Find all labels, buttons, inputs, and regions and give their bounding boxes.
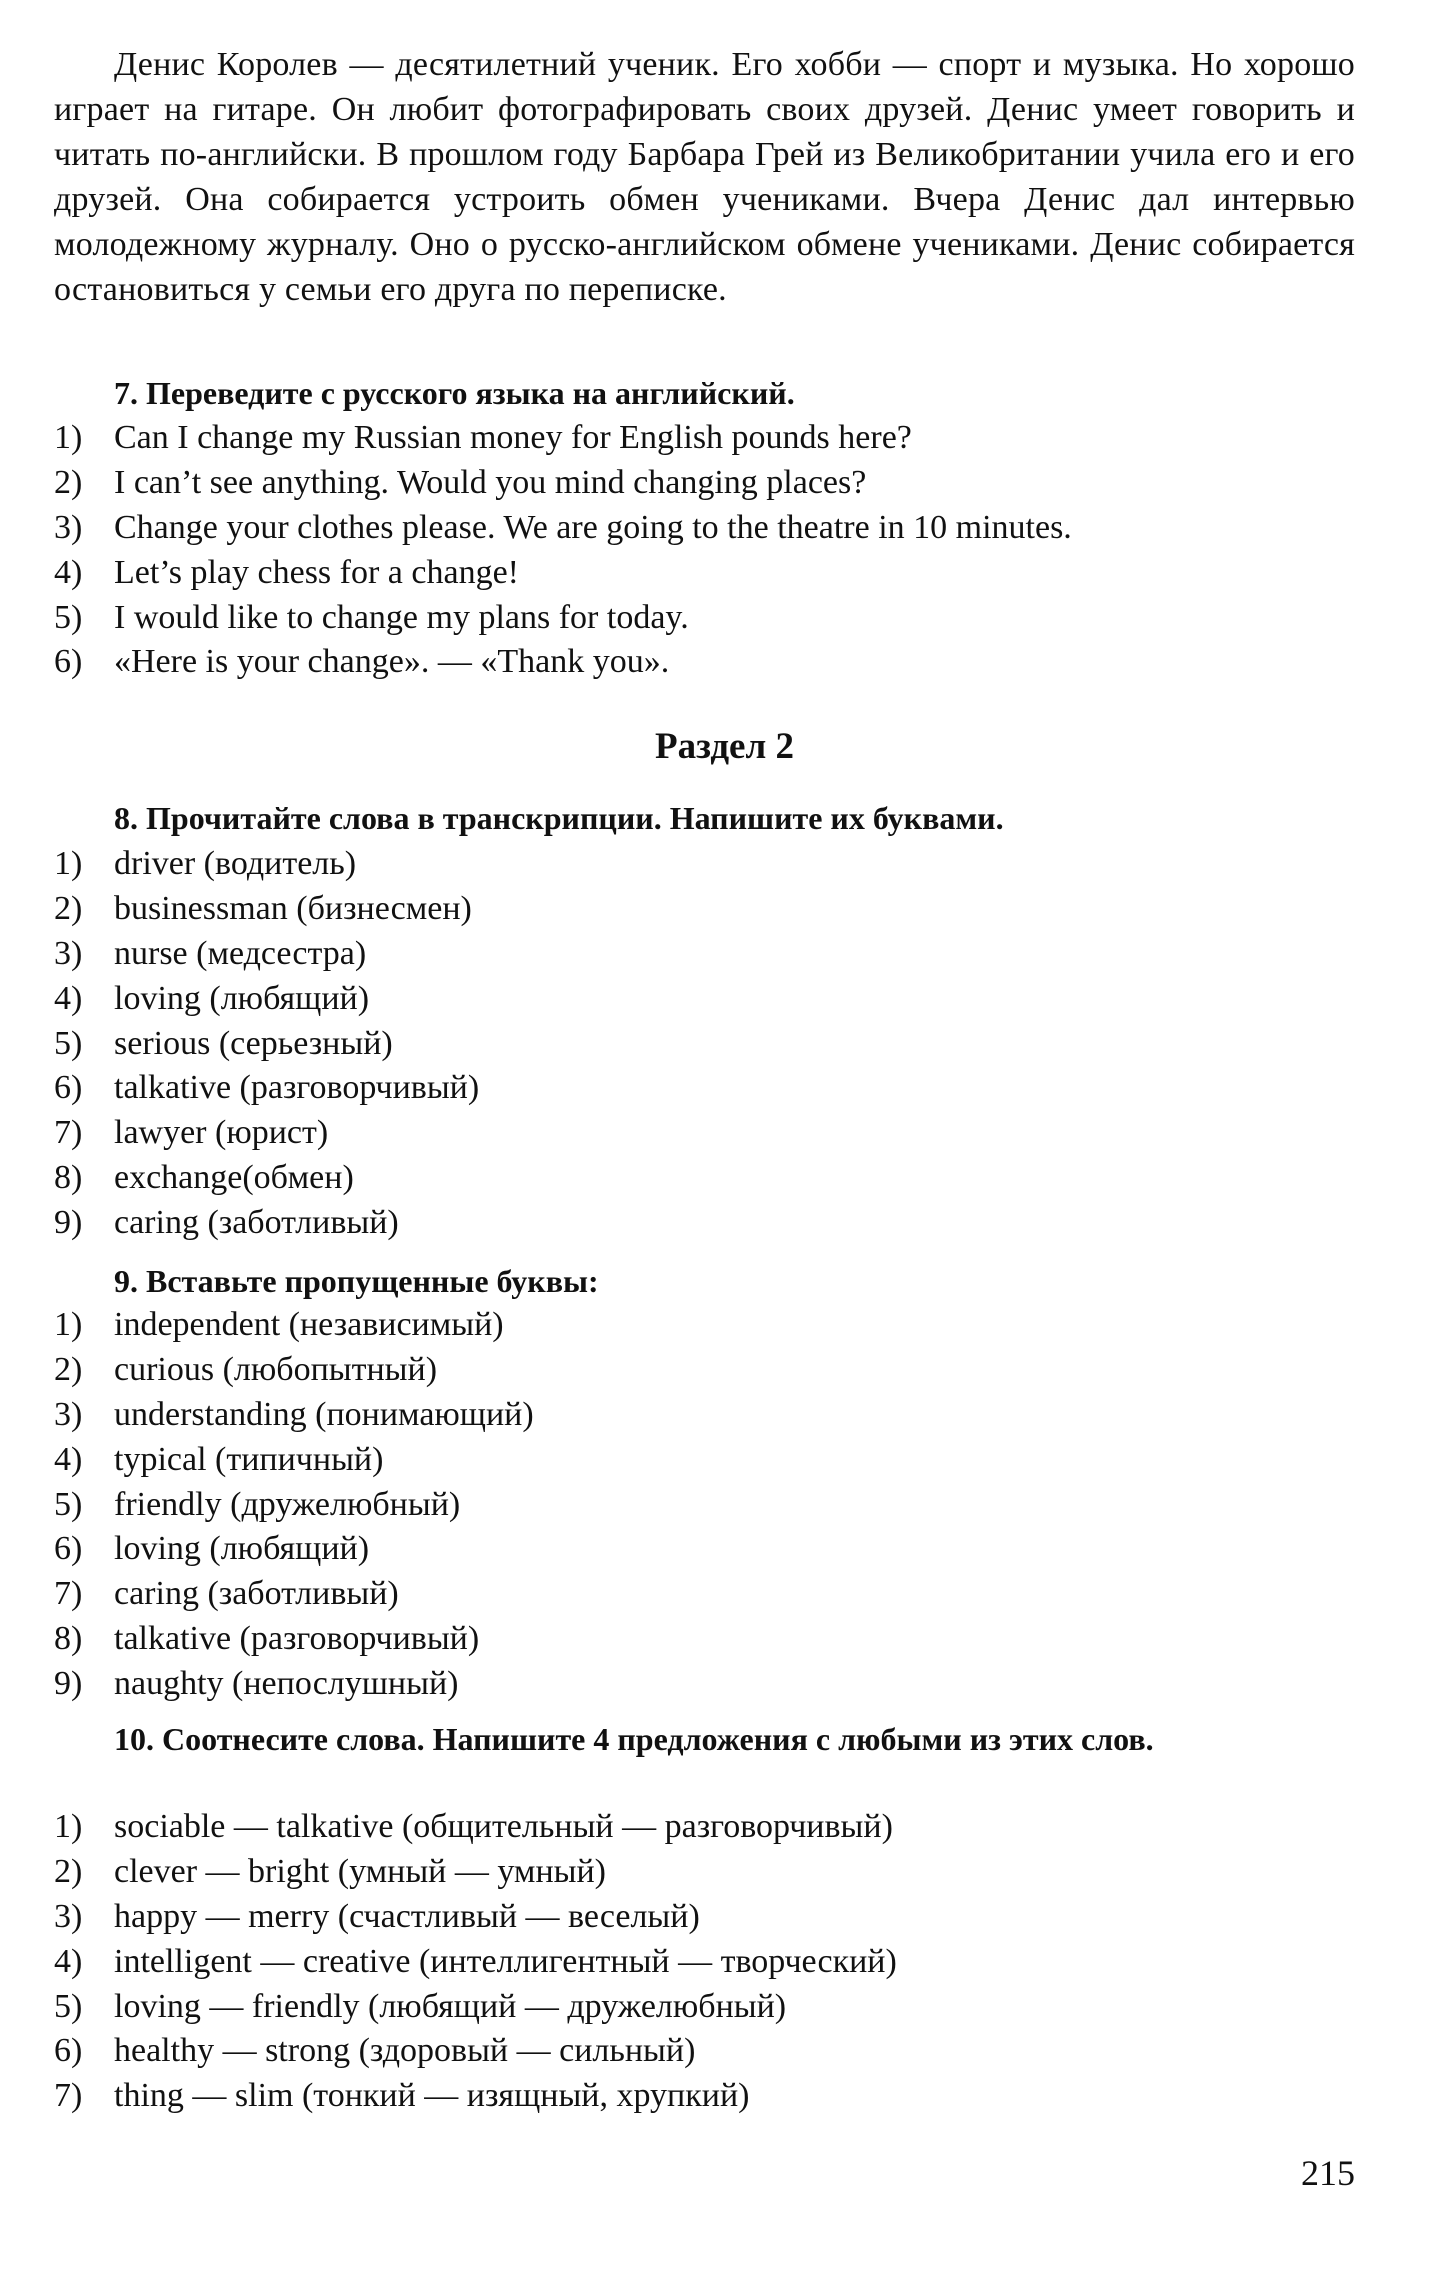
list-item bbox=[54, 1940, 1355, 1985]
list-item bbox=[54, 1985, 1355, 2030]
item-number: 5) bbox=[54, 1024, 83, 1062]
item-text: clever — bright (умный — умный) bbox=[114, 1852, 607, 1890]
exercise-9-heading: 9. Вставьте пропущенные буквы: bbox=[114, 1263, 599, 1299]
item-text: happy — merry (счастливый — веселый) bbox=[114, 1897, 700, 1935]
list-item bbox=[54, 1348, 1355, 1393]
list-item bbox=[54, 1201, 1355, 1246]
list-item bbox=[54, 1527, 1355, 1572]
list-item bbox=[54, 1617, 1355, 1662]
item-number: 3) bbox=[54, 1897, 83, 1935]
item-text: naughty (непослушный) bbox=[114, 1665, 459, 1703]
list-item bbox=[54, 1850, 1355, 1895]
item-text: caring (заботливый) bbox=[114, 1575, 399, 1613]
list-item bbox=[54, 1303, 1355, 1348]
exercise-8-list bbox=[54, 842, 1355, 1246]
item-number: 1) bbox=[54, 1306, 83, 1343]
item-text: nurse (медсестра) bbox=[114, 934, 367, 972]
item-text: Can I change my Russian money for English pounds here? bbox=[114, 419, 912, 456]
exercise-8-heading: 8. Прочитайте слова в транскрипции. Напишите их буквами. bbox=[114, 800, 1004, 836]
item-text: exchange(обмен) bbox=[114, 1159, 354, 1197]
item-number: 3) bbox=[54, 1395, 83, 1433]
item-number: 7) bbox=[54, 1114, 83, 1152]
list-item bbox=[54, 1066, 1355, 1111]
item-text: Let’s play chess for a change! bbox=[114, 553, 519, 591]
list-item bbox=[54, 1393, 1355, 1438]
list-item bbox=[54, 977, 1355, 1022]
list-item bbox=[54, 2074, 1355, 2119]
item-number: 2) bbox=[54, 1852, 83, 1890]
list-item bbox=[54, 1805, 1355, 1850]
item-number: 5) bbox=[54, 1485, 83, 1523]
item-text: Change your clothes please. We are going to the theatre in 10 minutes. bbox=[114, 508, 1072, 546]
exercise-10-list bbox=[54, 1805, 1355, 2119]
list-item bbox=[54, 1438, 1355, 1483]
item-number: 5) bbox=[54, 598, 83, 636]
list-item bbox=[54, 842, 1355, 887]
item-text: sociable — talkative (общительный — разговорчивый) bbox=[114, 1808, 893, 1845]
item-number: 1) bbox=[54, 845, 83, 882]
item-number: 4) bbox=[54, 1942, 83, 1980]
item-text: lawyer (юрист) bbox=[114, 1114, 329, 1152]
item-number: 6) bbox=[54, 643, 83, 681]
item-text: curious (любопытный) bbox=[114, 1350, 438, 1388]
list-item bbox=[54, 1156, 1355, 1201]
item-text: understanding (понимающий) bbox=[114, 1395, 534, 1433]
item-text: loving (любящий) bbox=[114, 979, 370, 1017]
item-number: 1) bbox=[54, 1808, 83, 1845]
item-text: driver (водитель) bbox=[114, 845, 357, 882]
item-text: talkative (разговорчивый) bbox=[114, 1620, 480, 1658]
item-text: loving — friendly (любящий — дружелюбный) bbox=[114, 1987, 787, 2025]
item-number: 9) bbox=[54, 1665, 83, 1703]
item-number: 4) bbox=[54, 1440, 83, 1478]
item-number: 6) bbox=[54, 1069, 83, 1107]
item-number: 4) bbox=[54, 553, 83, 591]
item-text: intelligent — creative (интеллигентный — творческий) bbox=[114, 1942, 897, 1980]
item-number: 5) bbox=[54, 1987, 83, 2025]
item-number: 3) bbox=[54, 508, 83, 546]
page-number: 215 bbox=[1301, 2153, 1355, 2193]
list-item bbox=[54, 2029, 1355, 2074]
list-item bbox=[54, 506, 1355, 551]
item-number: 9) bbox=[54, 1204, 83, 1242]
item-number: 2) bbox=[54, 889, 83, 927]
item-number: 6) bbox=[54, 2032, 83, 2070]
exercise-10-heading: 10. Соотнесите слова. Напишите 4 предложения с любыми из этих слов. bbox=[114, 1721, 1154, 1757]
item-number: 2) bbox=[54, 1350, 83, 1388]
item-number: 1) bbox=[54, 419, 83, 456]
list-item bbox=[54, 596, 1355, 641]
item-number: 2) bbox=[54, 463, 83, 501]
list-item bbox=[54, 1895, 1355, 1940]
item-text: businessman (бизнесмен) bbox=[114, 889, 472, 927]
list-item bbox=[54, 1111, 1355, 1156]
item-text: I would like to change my plans for today. bbox=[114, 598, 689, 636]
item-text: healthy — strong (здоровый — сильный) bbox=[114, 2032, 696, 2070]
item-text: I can’t see anything. Would you mind changing places? bbox=[114, 463, 867, 501]
item-text: serious (серьезный) bbox=[114, 1024, 393, 1062]
item-number: 3) bbox=[54, 934, 83, 972]
item-text: talkative (разговорчивый) bbox=[114, 1069, 480, 1107]
item-text: friendly (дружелюбный) bbox=[114, 1485, 461, 1523]
exercise-7-list bbox=[54, 416, 1355, 685]
item-text: independent (независимый) bbox=[114, 1306, 504, 1343]
item-number: 7) bbox=[54, 2077, 83, 2115]
item-number: 4) bbox=[54, 979, 83, 1017]
list-item bbox=[54, 887, 1355, 932]
item-number: 6) bbox=[54, 1530, 83, 1568]
item-text: loving (любящий) bbox=[114, 1530, 370, 1568]
item-text: caring (заботливый) bbox=[114, 1204, 399, 1242]
exercise-9-list bbox=[54, 1303, 1355, 1707]
item-text: «Here is your change». — «Thank you». bbox=[114, 643, 670, 681]
section-title: Раздел 2 bbox=[655, 726, 794, 767]
list-item bbox=[54, 1572, 1355, 1617]
list-item bbox=[54, 461, 1355, 506]
item-number: 8) bbox=[54, 1159, 83, 1197]
item-number: 8) bbox=[54, 1620, 83, 1658]
list-item bbox=[54, 1022, 1355, 1067]
item-text: thing — slim (тонкий — изящный, хрупкий) bbox=[114, 2077, 750, 2115]
list-item bbox=[54, 551, 1355, 596]
list-item bbox=[54, 1662, 1355, 1707]
list-item bbox=[54, 932, 1355, 977]
item-text: typical (типичный) bbox=[114, 1440, 384, 1478]
intro-paragraph: Денис Королев — десятилетний ученик. Его хобби — спорт и музыка. Но хорошо играет на гитаре. Он любит фотографировать своих друзей. Денис умеет говорить и читать по-английски. В прошлом году Барбара Грей из Великобритании учила его и его друзей. Она собирается устроить обмен учениками. Вчера Денис дал интервью молодежному журналу. Оно о русско-английском обмене учениками. Денис собирается остановиться у семьи его друга по переписке. bbox=[54, 46, 1355, 308]
item-number: 7) bbox=[54, 1575, 83, 1613]
list-item bbox=[54, 640, 1355, 685]
list-item bbox=[54, 416, 1355, 461]
exercise-7-heading: 7. Переведите с русского языка на английский. bbox=[114, 375, 795, 411]
list-item bbox=[54, 1483, 1355, 1528]
